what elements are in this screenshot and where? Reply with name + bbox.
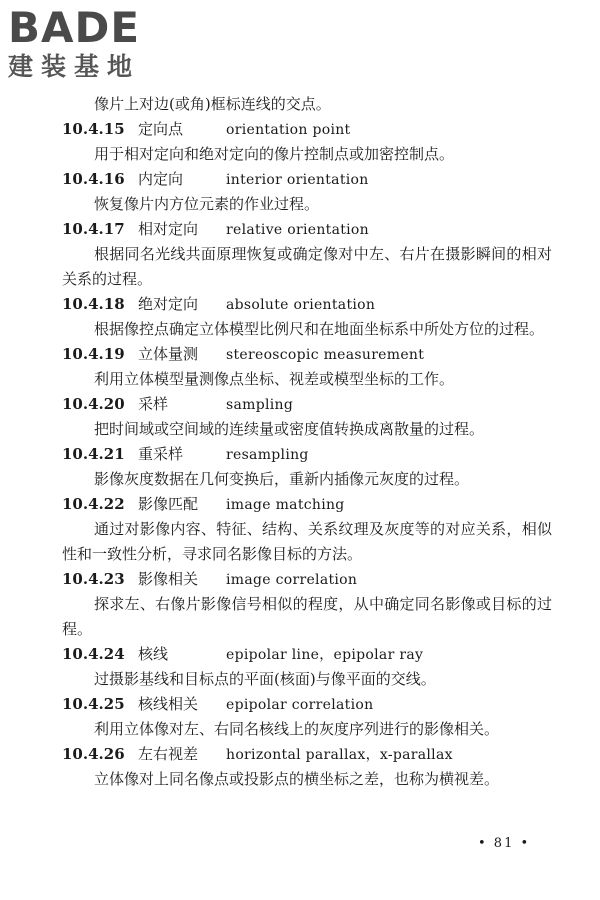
term-definition: 根据同名光线共面原理恢复或确定像对中左、右片在摄影瞬间的相对关系的过程。 — [62, 245, 552, 288]
term-english: interior orientation — [226, 172, 369, 188]
term-heading — [62, 492, 552, 517]
term-entry — [62, 567, 552, 642]
term-chinese: 重采样 — [138, 445, 184, 463]
term-number: 10.4.22 — [62, 495, 125, 513]
term-chinese: 影像相关 — [138, 570, 199, 588]
term-heading — [62, 167, 552, 192]
term-number: 10.4.24 — [62, 645, 125, 663]
term-english: horizontal parallax，x-parallax — [226, 747, 453, 763]
term-definition: 立体像对上同名像点或投影点的横坐标之差，也称为横视差。 — [94, 770, 500, 788]
term-heading — [62, 642, 552, 667]
term-chinese: 定向点 — [138, 120, 184, 138]
term-number: 10.4.20 — [62, 395, 125, 413]
term-english: image correlation — [226, 572, 358, 588]
term-chinese: 核线相关 — [138, 695, 199, 713]
term-english: epipolar line，epipolar ray — [226, 647, 424, 663]
term-heading — [62, 442, 552, 467]
term-definition: 利用立体像对左、右同名核线上的灰度序列进行的影像相关。 — [94, 720, 500, 738]
term-definition: 利用立体模型量测像点坐标、视差或模型坐标的工作。 — [94, 370, 455, 388]
term-entry — [62, 217, 552, 292]
document-body — [62, 92, 552, 792]
term-heading — [62, 742, 552, 767]
term-heading — [62, 217, 552, 242]
term-heading — [62, 692, 552, 717]
term-heading — [62, 117, 552, 142]
logo — [8, 3, 178, 82]
term-list — [62, 117, 552, 792]
term-chinese: 相对定向 — [138, 220, 199, 238]
term-definition: 探求左、右像片影像信号相似的程度，从中确定同名影像或目标的过程。 — [62, 595, 552, 638]
term-number: 10.4.18 — [62, 295, 125, 313]
term-chinese: 内定向 — [138, 170, 184, 188]
term-definition: 通过对影像内容、特征、结构、关系纹理及灰度等的对应关系，相似性和一致性分析，寻求同名影像目标的方法。 — [62, 520, 552, 563]
term-entry — [62, 117, 552, 167]
term-chinese: 左右视差 — [138, 745, 199, 763]
term-entry — [62, 342, 552, 392]
term-english: relative orientation — [226, 222, 369, 238]
term-number: 10.4.21 — [62, 445, 125, 463]
term-number: 10.4.25 — [62, 695, 125, 713]
term-chinese: 采样 — [138, 395, 169, 413]
term-entry — [62, 492, 552, 567]
term-heading — [62, 342, 552, 367]
term-english: orientation point — [226, 122, 351, 138]
term-number: 10.4.16 — [62, 170, 125, 188]
term-english: image matching — [226, 497, 345, 513]
term-entry — [62, 642, 552, 692]
term-entry — [62, 392, 552, 442]
term-definition: 影像灰度数据在几何变换后，重新内插像元灰度的过程。 — [94, 470, 470, 488]
term-number: 10.4.19 — [62, 345, 125, 363]
term-number: 10.4.17 — [62, 220, 125, 238]
term-english: sampling — [226, 397, 294, 413]
term-definition: 把时间域或空间域的连续量或密度值转换成离散量的过程。 — [94, 420, 485, 438]
term-entry — [62, 167, 552, 217]
term-number: 10.4.23 — [62, 570, 125, 588]
term-definition: 恢复像片内方位元素的作业过程。 — [94, 195, 320, 213]
term-definition: 过摄影基线和目标点的平面(核面)与像平面的交线。 — [94, 670, 436, 688]
term-english: epipolar correlation — [226, 697, 374, 713]
term-chinese: 绝对定向 — [138, 295, 199, 313]
term-number: 10.4.15 — [62, 120, 125, 138]
term-heading — [62, 567, 552, 592]
logo-subtitle: 建装基地 — [8, 52, 141, 81]
term-entry — [62, 292, 552, 342]
term-chinese: 核线 — [138, 645, 169, 663]
intro-text: 像片上对边(或角)框标连线的交点。 — [94, 95, 331, 113]
term-definition: 用于相对定向和绝对定向的像片控制点或加密控制点。 — [94, 145, 455, 163]
term-entry — [62, 742, 552, 792]
term-chinese: 影像匹配 — [138, 495, 199, 513]
term-heading — [62, 292, 552, 317]
term-definition: 根据像控点确定立体模型比例尺和在地面坐标系中所处方位的过程。 — [94, 320, 545, 338]
page-number: • 81 • — [478, 836, 531, 851]
term-english: absolute orientation — [226, 297, 376, 313]
term-english: stereoscopic measurement — [226, 347, 425, 363]
logo-brand: BADE — [8, 3, 141, 52]
term-chinese: 立体量测 — [138, 345, 199, 363]
term-entry — [62, 442, 552, 492]
term-heading — [62, 392, 552, 417]
term-english: resampling — [226, 447, 309, 463]
term-entry — [62, 692, 552, 742]
term-number: 10.4.26 — [62, 745, 125, 763]
